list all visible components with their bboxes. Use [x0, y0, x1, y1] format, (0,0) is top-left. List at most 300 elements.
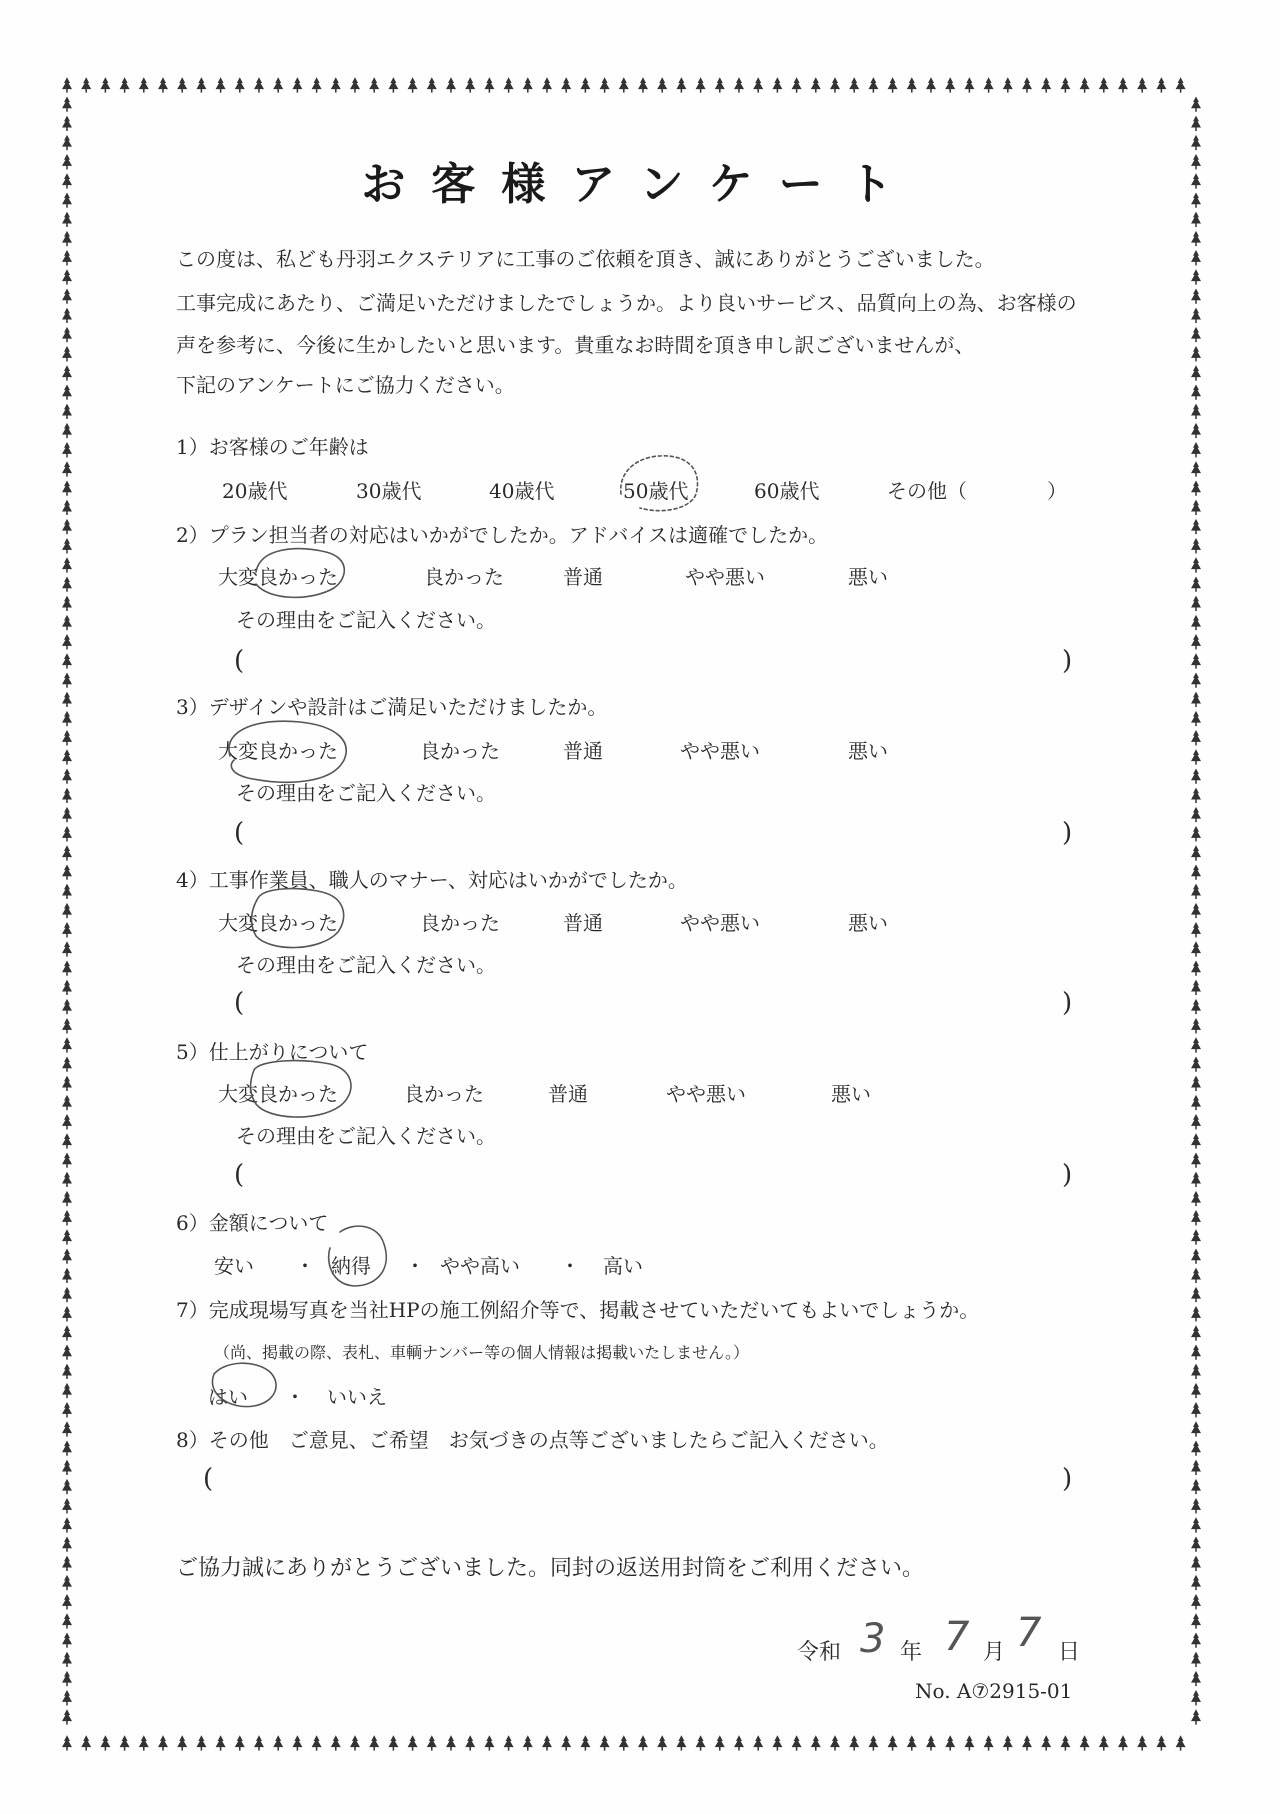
- border-tree-ornament: [62, 1306, 72, 1321]
- border-tree-ornament: [1118, 1735, 1128, 1750]
- border-tree-ornament: [62, 327, 72, 342]
- border-tree-ornament: [1191, 1421, 1201, 1436]
- border-tree-ornament: [62, 672, 72, 687]
- border-tree-ornament: [62, 1268, 72, 1283]
- border-tree-ornament: [1191, 941, 1201, 956]
- border-tree-ornament: [62, 96, 72, 111]
- q5-reason-open-paren: (: [234, 1160, 245, 1190]
- q5-option-good[interactable]: 良かった: [404, 1082, 484, 1106]
- border-tree-ornament: [619, 77, 629, 92]
- border-tree-ornament: [1191, 1536, 1201, 1551]
- border-tree-ornament: [1191, 1152, 1201, 1167]
- q3-reason-close-paren: ): [1062, 818, 1073, 848]
- border-tree-ornament: [1191, 1364, 1201, 1379]
- border-tree-ornament: [62, 1325, 72, 1340]
- border-tree-ornament: [465, 77, 475, 92]
- border-tree-ornament: [1191, 308, 1201, 323]
- border-tree-ornament: [1191, 500, 1201, 515]
- border-tree-ornament: [1191, 768, 1201, 783]
- border-tree-ornament: [1060, 77, 1070, 92]
- border-tree-ornament: [772, 1735, 782, 1750]
- border-tree-ornament: [62, 576, 72, 591]
- question-1-label: 1）お客様のご年齢は: [176, 435, 369, 459]
- border-tree-ornament: [62, 346, 72, 361]
- age-option-60s[interactable]: 60歳代: [754, 479, 820, 503]
- border-tree-ornament: [369, 77, 379, 92]
- border-tree-ornament: [1191, 1114, 1201, 1129]
- border-tree-ornament: [62, 922, 72, 937]
- border-tree-ornament: [542, 1735, 552, 1750]
- border-tree-ornament: [715, 77, 725, 92]
- border-tree-ornament: [1191, 212, 1201, 227]
- border-tree-ornament: [1191, 365, 1201, 380]
- border-tree-ornament: [62, 941, 72, 956]
- border-tree-ornament: [1191, 653, 1201, 668]
- border-tree-ornament: [62, 308, 72, 323]
- border-tree-ornament: [1176, 77, 1186, 92]
- q2-reason-close-paren: ): [1062, 646, 1073, 676]
- border-tree-ornament: [312, 1735, 322, 1750]
- border-tree-ornament: [1191, 461, 1201, 476]
- border-tree-ornament: [1191, 672, 1201, 687]
- price-option-expensive[interactable]: 高い: [603, 1254, 643, 1278]
- border-tree-ornament: [62, 1460, 72, 1475]
- border-tree-ornament: [62, 1652, 72, 1667]
- border-tree-ornament: [62, 1172, 72, 1187]
- price-option-somewhat-expensive[interactable]: やや高い: [440, 1254, 520, 1278]
- border-tree-ornament: [62, 1383, 72, 1398]
- border-tree-ornament: [1191, 519, 1201, 534]
- border-tree-ornament: [235, 77, 245, 92]
- border-tree-ornament: [62, 711, 72, 726]
- border-tree-ornament: [1191, 327, 1201, 342]
- border-tree-ornament: [254, 77, 264, 92]
- border-tree-ornament: [1191, 250, 1201, 265]
- border-tree-ornament: [638, 77, 648, 92]
- border-tree-ornament: [1156, 1735, 1166, 1750]
- border-tree-ornament: [62, 442, 72, 457]
- border-tree-ornament: [849, 1735, 859, 1750]
- border-tree-ornament: [1099, 77, 1109, 92]
- border-tree-ornament: [1191, 999, 1201, 1014]
- border-tree-ornament: [1191, 576, 1201, 591]
- photo-option-no[interactable]: いいえ: [327, 1385, 387, 1409]
- q8-comment-open-paren: (: [203, 1464, 214, 1494]
- date-year-unit: 年: [900, 1640, 923, 1665]
- border-tree-ornament: [1191, 1095, 1201, 1110]
- date-era: 令和: [797, 1640, 842, 1665]
- border-tree-ornament: [811, 1735, 821, 1750]
- border-tree-ornament: [1191, 384, 1201, 399]
- q3-reason-open-paren: (: [234, 818, 245, 848]
- border-tree-ornament: [868, 77, 878, 92]
- border-tree-ornament: [792, 1735, 802, 1750]
- border-tree-ornament: [62, 116, 72, 131]
- border-tree-ornament: [1191, 1632, 1201, 1647]
- border-tree-ornament: [388, 1735, 398, 1750]
- photo-option-yes[interactable]: はい: [208, 1385, 248, 1409]
- border-tree-ornament: [100, 77, 110, 92]
- border-tree-ornament: [1191, 1575, 1201, 1590]
- border-tree-ornament: [1191, 1287, 1201, 1302]
- border-tree-ornament: [945, 1735, 955, 1750]
- border-tree-ornament: [62, 1133, 72, 1148]
- age-option-40s[interactable]: 40歳代: [489, 479, 555, 503]
- border-tree-ornament: [62, 1498, 72, 1513]
- border-tree-ornament: [292, 1735, 302, 1750]
- date-month-unit: 月: [983, 1640, 1006, 1665]
- border-tree-ornament: [120, 77, 130, 92]
- border-tree-ornament: [1191, 1344, 1201, 1359]
- border-tree-ornament: [62, 423, 72, 438]
- border-tree-ornament: [849, 77, 859, 92]
- border-tree-ornament: [273, 77, 283, 92]
- border-tree-ornament: [1060, 1735, 1070, 1750]
- border-tree-ornament: [62, 980, 72, 995]
- age-option-other[interactable]: その他（ ）: [887, 479, 1067, 503]
- border-tree-ornament: [1191, 864, 1201, 879]
- border-tree-ornament: [1191, 1402, 1201, 1417]
- q2-reason-open-paren: (: [234, 646, 245, 676]
- q5-option-average[interactable]: 普通: [548, 1082, 588, 1106]
- border-tree-ornament: [62, 404, 72, 419]
- border-tree-ornament: [427, 77, 437, 92]
- border-tree-ornament: [62, 1402, 72, 1417]
- border-tree-ornament: [62, 1287, 72, 1302]
- border-tree-ornament: [62, 1709, 72, 1724]
- border-tree-ornament: [62, 596, 72, 611]
- border-tree-ornament: [350, 1735, 360, 1750]
- border-tree-ornament: [1191, 557, 1201, 572]
- border-tree-ornament: [1041, 77, 1051, 92]
- border-tree-ornament: [408, 1735, 418, 1750]
- border-tree-ornament: [62, 1037, 72, 1052]
- border-tree-ornament: [676, 1735, 686, 1750]
- border-tree-ornament: [1041, 1735, 1051, 1750]
- border-tree-ornament: [1191, 980, 1201, 995]
- question-3-label: 3）デザインや設計はご満足いただけましたか。: [176, 695, 608, 719]
- border-tree-ornament: [216, 77, 226, 92]
- border-tree-ornament: [62, 1575, 72, 1590]
- border-tree-ornament: [177, 77, 187, 92]
- q5-option-somewhat-bad[interactable]: やや悪い: [666, 1082, 746, 1106]
- border-tree-ornament: [350, 77, 360, 92]
- border-tree-ornament: [657, 1735, 667, 1750]
- border-tree-ornament: [62, 615, 72, 630]
- border-tree-ornament: [62, 1229, 72, 1244]
- age-option-30s[interactable]: 30歳代: [356, 479, 422, 503]
- q4-option-average[interactable]: 普通: [563, 911, 603, 935]
- border-tree-ornament: [62, 1594, 72, 1609]
- border-tree-ornament: [1191, 1018, 1201, 1033]
- border-tree-ornament: [62, 788, 72, 803]
- border-tree-ornament: [638, 1735, 648, 1750]
- border-tree-ornament: [1191, 1133, 1201, 1148]
- border-tree-ornament: [1118, 77, 1128, 92]
- border-tree-ornament: [1191, 826, 1201, 841]
- question-4-label: 4）工事作業員、職人のマナー、対応はいかがでしたか。: [176, 868, 688, 892]
- border-tree-ornament: [1191, 288, 1201, 303]
- border-tree-ornament: [62, 1056, 72, 1071]
- border-tree-ornament: [81, 77, 91, 92]
- border-tree-ornament: [62, 1440, 72, 1455]
- border-tree-ornament: [1191, 1056, 1201, 1071]
- q3-option-bad[interactable]: 悪い: [848, 739, 888, 763]
- border-tree-ornament: [1191, 1268, 1201, 1283]
- document-number: No. A⑦2915-01: [915, 1679, 1073, 1703]
- border-tree-ornament: [1022, 1735, 1032, 1750]
- border-tree-ornament: [196, 77, 206, 92]
- border-tree-ornament: [926, 77, 936, 92]
- border-tree-ornament: [1176, 1735, 1186, 1750]
- border-tree-ornament: [62, 461, 72, 476]
- intro-line-3: 声を参考に、今後に生かしたいと思います。貴重なお時間を頂き申し訳ございませんが、: [176, 333, 975, 357]
- border-tree-ornament: [1191, 1517, 1201, 1532]
- border-tree-ornament: [888, 1735, 898, 1750]
- border-tree-ornament: [1191, 960, 1201, 975]
- border-tree-ornament: [158, 77, 168, 92]
- border-tree-ornament: [427, 1735, 437, 1750]
- border-tree-ornament: [1191, 1460, 1201, 1475]
- question-2-label: 2）プラン担当者の対応はいかがでしたか。アドバイスは適確でしたか。: [176, 523, 829, 547]
- border-tree-ornament: [408, 77, 418, 92]
- border-tree-ornament: [830, 77, 840, 92]
- border-tree-ornament: [1191, 1671, 1201, 1686]
- border-tree-ornament: [1191, 231, 1201, 246]
- price-separator-2: ・: [405, 1254, 425, 1278]
- border-tree-ornament: [1099, 1735, 1109, 1750]
- q4-reason-open-paren: (: [234, 988, 245, 1018]
- border-tree-ornament: [1191, 269, 1201, 284]
- intro-line-2: 工事完成にあたり、ご満足いただけましたでしょうか。より良いサービス、品質向上の為、お客様の: [176, 291, 1077, 315]
- border-tree-ornament: [1191, 615, 1201, 630]
- border-tree-ornament: [312, 77, 322, 92]
- border-tree-ornament: [62, 1613, 72, 1628]
- age-option-50s[interactable]: 50歳代: [623, 479, 689, 503]
- intro-line-1: この度は、私ども丹羽エクステリアに工事のご依頼を頂き、誠にありがとうございました。: [176, 247, 995, 271]
- border-tree-ornament: [1191, 1306, 1201, 1321]
- border-tree-ornament: [62, 1248, 72, 1263]
- border-tree-ornament: [62, 557, 72, 572]
- border-tree-ornament: [273, 1735, 283, 1750]
- border-tree-ornament: [62, 1479, 72, 1494]
- border-tree-ornament: [235, 1735, 245, 1750]
- border-tree-ornament: [1137, 77, 1147, 92]
- border-tree-ornament: [158, 1735, 168, 1750]
- border-tree-ornament: [888, 77, 898, 92]
- border-tree-ornament: [62, 1517, 72, 1532]
- border-tree-ornament: [792, 77, 802, 92]
- border-tree-ornament: [868, 1735, 878, 1750]
- border-tree-ornament: [62, 500, 72, 515]
- q8-comment-close-paren: ): [1062, 1464, 1073, 1494]
- q5-reason-close-paren: ): [1062, 1160, 1073, 1190]
- border-tree-ornament: [62, 212, 72, 227]
- border-tree-ornament: [1191, 423, 1201, 438]
- q5-reason-label: その理由をご記入ください。: [236, 1124, 496, 1148]
- border-tree-ornament: [62, 884, 72, 899]
- border-tree-ornament: [657, 77, 667, 92]
- border-tree-ornament: [139, 77, 149, 92]
- q4-option-bad[interactable]: 悪い: [848, 911, 888, 935]
- price-option-reasonable[interactable]: 納得: [331, 1254, 371, 1278]
- border-tree-ornament: [388, 77, 398, 92]
- border-tree-ornament: [523, 77, 533, 92]
- border-tree-ornament: [62, 960, 72, 975]
- border-tree-ornament: [830, 1735, 840, 1750]
- q3-option-very-good[interactable]: 大変良かった: [218, 739, 338, 763]
- q3-option-somewhat-bad[interactable]: やや悪い: [680, 739, 760, 763]
- price-separator-1: ・: [295, 1254, 315, 1278]
- border-tree-ornament: [1137, 1735, 1147, 1750]
- border-tree-ornament: [1191, 1613, 1201, 1628]
- border-tree-ornament: [62, 1632, 72, 1647]
- border-tree-ornament: [62, 730, 72, 745]
- border-tree-ornament: [62, 1556, 72, 1571]
- border-tree-ornament: [62, 1095, 72, 1110]
- border-tree-ornament: [580, 77, 590, 92]
- border-tree-ornament: [1003, 77, 1013, 92]
- border-tree-ornament: [696, 77, 706, 92]
- border-tree-ornament: [62, 999, 72, 1014]
- border-tree-ornament: [1022, 77, 1032, 92]
- border-tree-ornament: [984, 1735, 994, 1750]
- border-tree-ornament: [1191, 1498, 1201, 1513]
- border-tree-ornament: [1191, 634, 1201, 649]
- border-tree-ornament: [1191, 346, 1201, 361]
- q3-option-good[interactable]: 良かった: [420, 739, 500, 763]
- border-tree-ornament: [715, 1735, 725, 1750]
- border-tree-ornament: [561, 77, 571, 92]
- border-tree-ornament: [81, 1735, 91, 1750]
- border-tree-ornament: [1191, 884, 1201, 899]
- border-tree-ornament: [62, 768, 72, 783]
- border-tree-ornament: [907, 1735, 917, 1750]
- border-tree-ornament: [1191, 404, 1201, 419]
- border-tree-ornament: [772, 77, 782, 92]
- border-tree-ornament: [696, 1735, 706, 1750]
- border-tree-ornament: [446, 1735, 456, 1750]
- border-tree-ornament: [1191, 711, 1201, 726]
- border-tree-ornament: [964, 1735, 974, 1750]
- price-option-cheap[interactable]: 安い: [214, 1254, 254, 1278]
- q2-option-somewhat-bad[interactable]: やや悪い: [685, 565, 765, 589]
- border-tree-ornament: [945, 77, 955, 92]
- border-tree-ornament: [753, 77, 763, 92]
- border-tree-ornament: [120, 1735, 130, 1750]
- border-tree-ornament: [1191, 1652, 1201, 1667]
- price-separator-3: ・: [560, 1254, 580, 1278]
- border-tree-ornament: [62, 845, 72, 860]
- border-tree-ornament: [1191, 1325, 1201, 1340]
- border-tree-ornament: [1080, 1735, 1090, 1750]
- border-tree-ornament: [1191, 1191, 1201, 1206]
- border-tree-ornament: [62, 77, 72, 92]
- border-tree-ornament: [1191, 538, 1201, 553]
- border-tree-ornament: [1156, 77, 1166, 92]
- border-tree-ornament: [62, 1018, 72, 1033]
- border-tree-ornament: [542, 77, 552, 92]
- border-tree-ornament: [196, 1735, 206, 1750]
- border-tree-ornament: [62, 1344, 72, 1359]
- border-tree-ornament: [1191, 1037, 1201, 1052]
- date-year-handwritten: 3: [860, 1616, 886, 1662]
- q3-option-average[interactable]: 普通: [563, 739, 603, 763]
- border-tree-ornament: [1191, 596, 1201, 611]
- q5-option-bad[interactable]: 悪い: [831, 1082, 871, 1106]
- border-tree-ornament: [62, 1152, 72, 1167]
- q4-option-somewhat-bad[interactable]: やや悪い: [680, 911, 760, 935]
- border-tree-ornament: [62, 288, 72, 303]
- date-day-unit: 日: [1058, 1640, 1081, 1665]
- border-tree-ornament: [1191, 788, 1201, 803]
- border-tree-ornament: [600, 1735, 610, 1750]
- q2-option-average[interactable]: 普通: [563, 565, 603, 589]
- border-tree-ornament: [600, 77, 610, 92]
- border-tree-ornament: [734, 1735, 744, 1750]
- border-tree-ornament: [1191, 922, 1201, 937]
- border-tree-ornament: [1191, 903, 1201, 918]
- border-tree-ornament: [1191, 1594, 1201, 1609]
- q2-option-good[interactable]: 良かった: [424, 565, 504, 589]
- date-month-handwritten: 7: [944, 1614, 970, 1660]
- border-tree-ornament: [1191, 1076, 1201, 1091]
- border-tree-ornament: [561, 1735, 571, 1750]
- border-tree-ornament: [62, 807, 72, 822]
- border-tree-ornament: [62, 1536, 72, 1551]
- border-tree-ornament: [523, 1735, 533, 1750]
- border-tree-ornament: [504, 1735, 514, 1750]
- border-tree-ornament: [62, 1421, 72, 1436]
- border-tree-ornament: [1191, 1172, 1201, 1187]
- border-tree-ornament: [1191, 442, 1201, 457]
- border-tree-ornament: [1191, 1440, 1201, 1455]
- border-tree-ornament: [484, 1735, 494, 1750]
- border-tree-ornament: [100, 1735, 110, 1750]
- age-option-20s[interactable]: 20歳代: [222, 479, 288, 503]
- border-tree-ornament: [62, 826, 72, 841]
- q4-reason-label: その理由をご記入ください。: [236, 953, 496, 977]
- border-tree-ornament: [1191, 1556, 1201, 1571]
- border-tree-ornament: [984, 77, 994, 92]
- q5-option-very-good[interactable]: 大変良かった: [218, 1082, 338, 1106]
- border-tree-ornament: [62, 1191, 72, 1206]
- border-tree-ornament: [1080, 77, 1090, 92]
- question-6-label: 6）金額について: [176, 1211, 329, 1235]
- border-tree-ornament: [62, 1690, 72, 1705]
- q4-option-very-good[interactable]: 大変良かった: [218, 911, 338, 935]
- border-tree-ornament: [1191, 845, 1201, 860]
- border-tree-ornament: [62, 903, 72, 918]
- q4-option-good[interactable]: 良かった: [420, 911, 500, 935]
- border-tree-ornament: [62, 480, 72, 495]
- border-tree-ornament: [62, 250, 72, 265]
- border-tree-ornament: [964, 77, 974, 92]
- border-tree-ornament: [926, 1735, 936, 1750]
- q2-option-very-good[interactable]: 大変良かった: [218, 565, 338, 589]
- q2-option-bad[interactable]: 悪い: [848, 565, 888, 589]
- border-tree-ornament: [1191, 96, 1201, 111]
- page-title: お客様アンケート: [361, 159, 919, 210]
- question-8-label: 8）その他 ご意見、ご希望 お気づきの点等ございましたらご記入ください。: [176, 1428, 889, 1452]
- border-tree-ornament: [676, 77, 686, 92]
- border-tree-ornament: [62, 519, 72, 534]
- border-tree-ornament: [62, 365, 72, 380]
- border-tree-ornament: [1003, 1735, 1013, 1750]
- thank-you-message: ご協力誠にありがとうございました。同封の返送用封筒をご利用ください。: [176, 1556, 925, 1581]
- border-tree-ornament: [1191, 1210, 1201, 1225]
- border-tree-ornament: [504, 77, 514, 92]
